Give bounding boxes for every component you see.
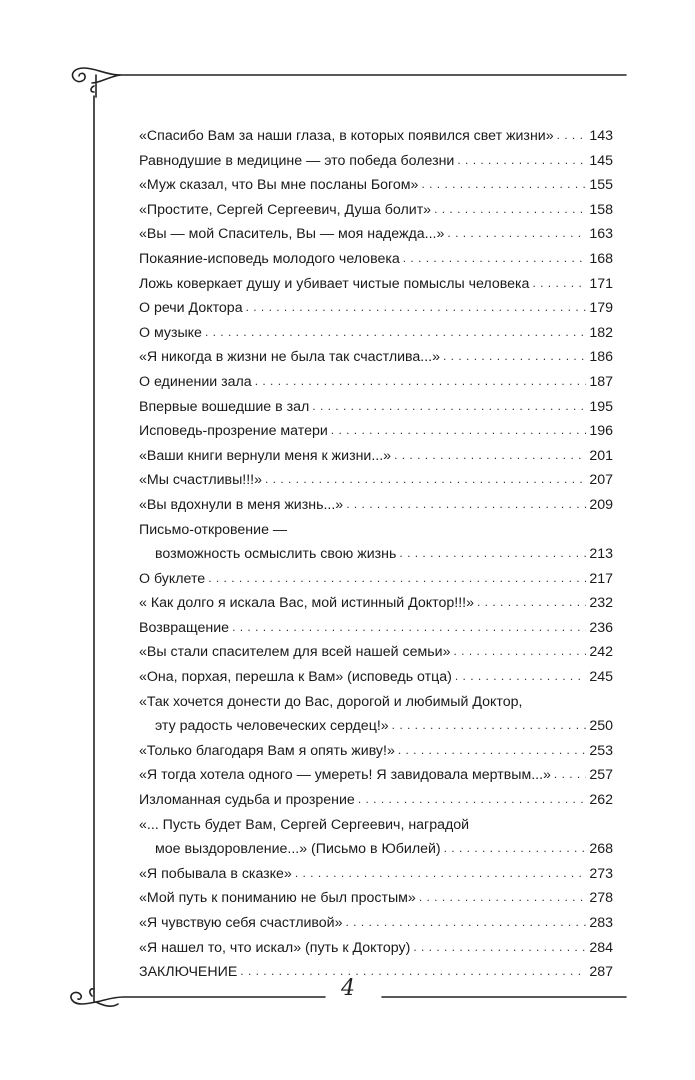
toc-entry-title: О музыке [139,324,202,341]
toc-entry [139,419,613,444]
toc-entry [139,518,613,567]
dot-leader [265,467,586,492]
dot-leader [346,492,586,517]
page-number: 4 [341,976,355,1001]
toc-entry [139,173,613,198]
dot-leader [331,418,587,443]
toc-entry-title: «Только благодаря Вам я опять живу!» [139,742,395,759]
toc-entry [139,149,613,174]
dot-leader [255,369,587,394]
dot-leader [434,197,586,222]
bottom-left-flourish [71,989,325,1006]
toc-entry-title: О речи Доктора [139,300,243,317]
dot-leader [394,443,586,468]
table-of-contents [139,124,613,985]
toc-entry-title: Впервые вошедшие в зал [139,398,310,415]
toc-entry-title-line1: Письмо-откровение — [139,521,288,538]
toc-entry-title: «Я чувствую себя счастливой» [139,915,343,931]
dot-leader [232,615,586,640]
dot-leader [403,246,587,271]
dot-leader [421,172,586,197]
toc-entry [139,222,613,247]
toc-entry-page: 268 [589,841,613,858]
toc-entry-page: 236 [589,619,613,636]
dot-leader [392,713,587,738]
dot-leader [208,566,586,591]
dot-leader [358,787,587,812]
toc-entry-page: 245 [589,669,613,686]
toc-entry-page: 242 [589,644,613,661]
toc-entry-page: 250 [589,718,613,735]
toc-entry-title: «Вы — мой Спаситель, Вы — моя надежда...» [139,226,445,243]
toc-entry-title: «Спасибо Вам за наши глаза, в которых появился свет жизни» [139,128,554,144]
toc-entry-page: 262 [589,792,613,809]
toc-entry-title: «Муж сказал, что Вы мне посланы Богом» [139,177,419,194]
dot-leader [447,221,586,246]
toc-entry [139,272,613,297]
toc-entry-title: Покаяние-исповедь молодого человека [139,250,400,267]
toc-entry-title-line2: мое выздоровление...» (Письмо в Юбилей) [155,841,441,858]
toc-entry-page: 278 [589,890,613,907]
toc-entry [139,591,613,616]
toc-entry [139,444,613,469]
toc-entry [139,862,613,887]
toc-entry-title: «Простите, Сергей Сергеевич, Душа болит» [139,201,432,218]
toc-entry-title: «Вы вдохнули в меня жизнь...» [139,496,344,513]
toc-entry-page: 217 [589,570,613,587]
toc-entry [139,124,613,149]
toc-entry-title-line1: «... Пусть будет Вам, Сергей Сергеевич, наградой [139,816,470,833]
dot-leader [345,910,586,935]
toc-entry-title: Ложь коверкает душу и убивает чистые помыслы человека [139,275,530,292]
toc-entry [139,763,613,788]
toc-entry-page: 187 [589,373,613,390]
dot-leader [240,959,586,984]
toc-entry-page: 209 [589,496,613,513]
toc-entry-title: «Я побывала в сказке» [139,865,292,882]
toc-entry [139,936,613,961]
toc-entry-title: « Как долго я искала Вас, мой истинный Доктор!!!» [139,595,475,612]
dot-leader [554,762,586,787]
toc-entry [139,247,613,272]
dot-leader [312,394,586,419]
toc-entry-page: 179 [589,300,613,317]
dot-leader [557,123,587,148]
toc-entry [139,960,613,985]
dot-leader [295,861,587,886]
dot-leader [454,639,587,664]
toc-entry-page: 253 [589,742,613,759]
toc-entry-page: 232 [589,595,613,612]
toc-entry-title: «Вы стали спасителем для всей нашей семьи» [139,644,451,661]
dot-leader [419,885,587,910]
toc-entry [139,468,613,493]
toc-entry-title: «Я тогда хотела одного — умереть! Я завидовала мертвым...» [139,767,551,784]
toc-entry-page: 155 [589,177,613,194]
toc-entry-page: 163 [589,226,613,243]
toc-entry [139,296,613,321]
toc-entry-title: «Я никогда в жизни не была так счастлива...» [139,349,441,366]
toc-entry-page: 158 [589,201,613,218]
dot-leader [246,295,587,320]
toc-entry-title: «Я нашел то, что искал» (путь к Доктору) [139,939,411,956]
toc-entry-title: Исповедь-прозрение матери [139,423,328,440]
toc-entry-title-line2: возможность осмыслить свою жизнь [155,546,397,563]
toc-entry-title: «Ваши книги вернули меня к жизни...» [139,447,392,464]
toc-entry-title: О единении зала [139,373,252,390]
toc-entry [139,640,613,665]
dot-leader [532,271,586,296]
toc-entry [139,690,613,739]
toc-entry-page: 195 [589,398,613,415]
toc-entry [139,911,613,936]
toc-entry-title: «Мы счастливы!!!» [139,472,262,489]
toc-entry-page: 196 [589,423,613,440]
toc-entry-page: 283 [589,915,613,931]
dot-leader [398,738,586,763]
toc-entry-page: 287 [589,964,613,981]
toc-entry-title-line1: «Так хочется донести до Вас, дорогой и любимый Доктор, [139,693,523,710]
toc-entry [139,813,613,862]
toc-entry-page: 213 [589,546,613,563]
toc-entry [139,567,613,592]
toc-entry-page: 186 [589,349,613,366]
toc-entry-title: Изломанная судьба и прозрение [139,792,355,809]
toc-entry-page: 257 [589,767,613,784]
toc-entry [139,739,613,764]
toc-entry-page: 201 [589,447,613,464]
toc-entry-title: «Мой путь к пониманию не был простым» [139,890,416,907]
top-left-flourish [72,68,120,97]
dot-leader [443,344,586,369]
toc-entry [139,198,613,223]
toc-entry-title: О буклете [139,570,206,587]
toc-entry-page: 273 [589,865,613,882]
toc-entry-page: 143 [589,128,613,144]
toc-entry [139,370,613,395]
toc-entry-title: «Она, порхая, перешла к Вам» (исповедь отца) [139,669,452,686]
dot-leader [413,935,586,960]
toc-entry [139,788,613,813]
toc-entry-title: ЗАКЛЮЧЕНИЕ [139,964,238,981]
toc-entry-page: 145 [589,152,613,169]
toc-entry-title: Равнодушие в медицине — это победа болезни [139,152,455,169]
dot-leader [457,148,586,173]
toc-entry-page: 182 [589,324,613,341]
toc-entry [139,665,613,690]
dot-leader [477,590,586,615]
toc-entry-title-line2: эту радость человеческих сердец!» [155,718,389,735]
toc-entry [139,616,613,641]
toc-entry-page: 207 [589,472,613,489]
toc-entry [139,395,613,420]
toc-entry [139,493,613,518]
toc-entry-page: 168 [589,250,613,267]
dot-leader [444,836,587,861]
toc-entry [139,321,613,346]
dot-leader [455,664,586,689]
dot-leader [205,320,586,345]
toc-entry-title: Возвращение [139,619,230,636]
dot-leader [399,541,586,566]
toc-entry [139,345,613,370]
toc-entry-page: 171 [589,275,613,292]
toc-entry-page: 284 [589,939,613,956]
toc-entry [139,886,613,911]
